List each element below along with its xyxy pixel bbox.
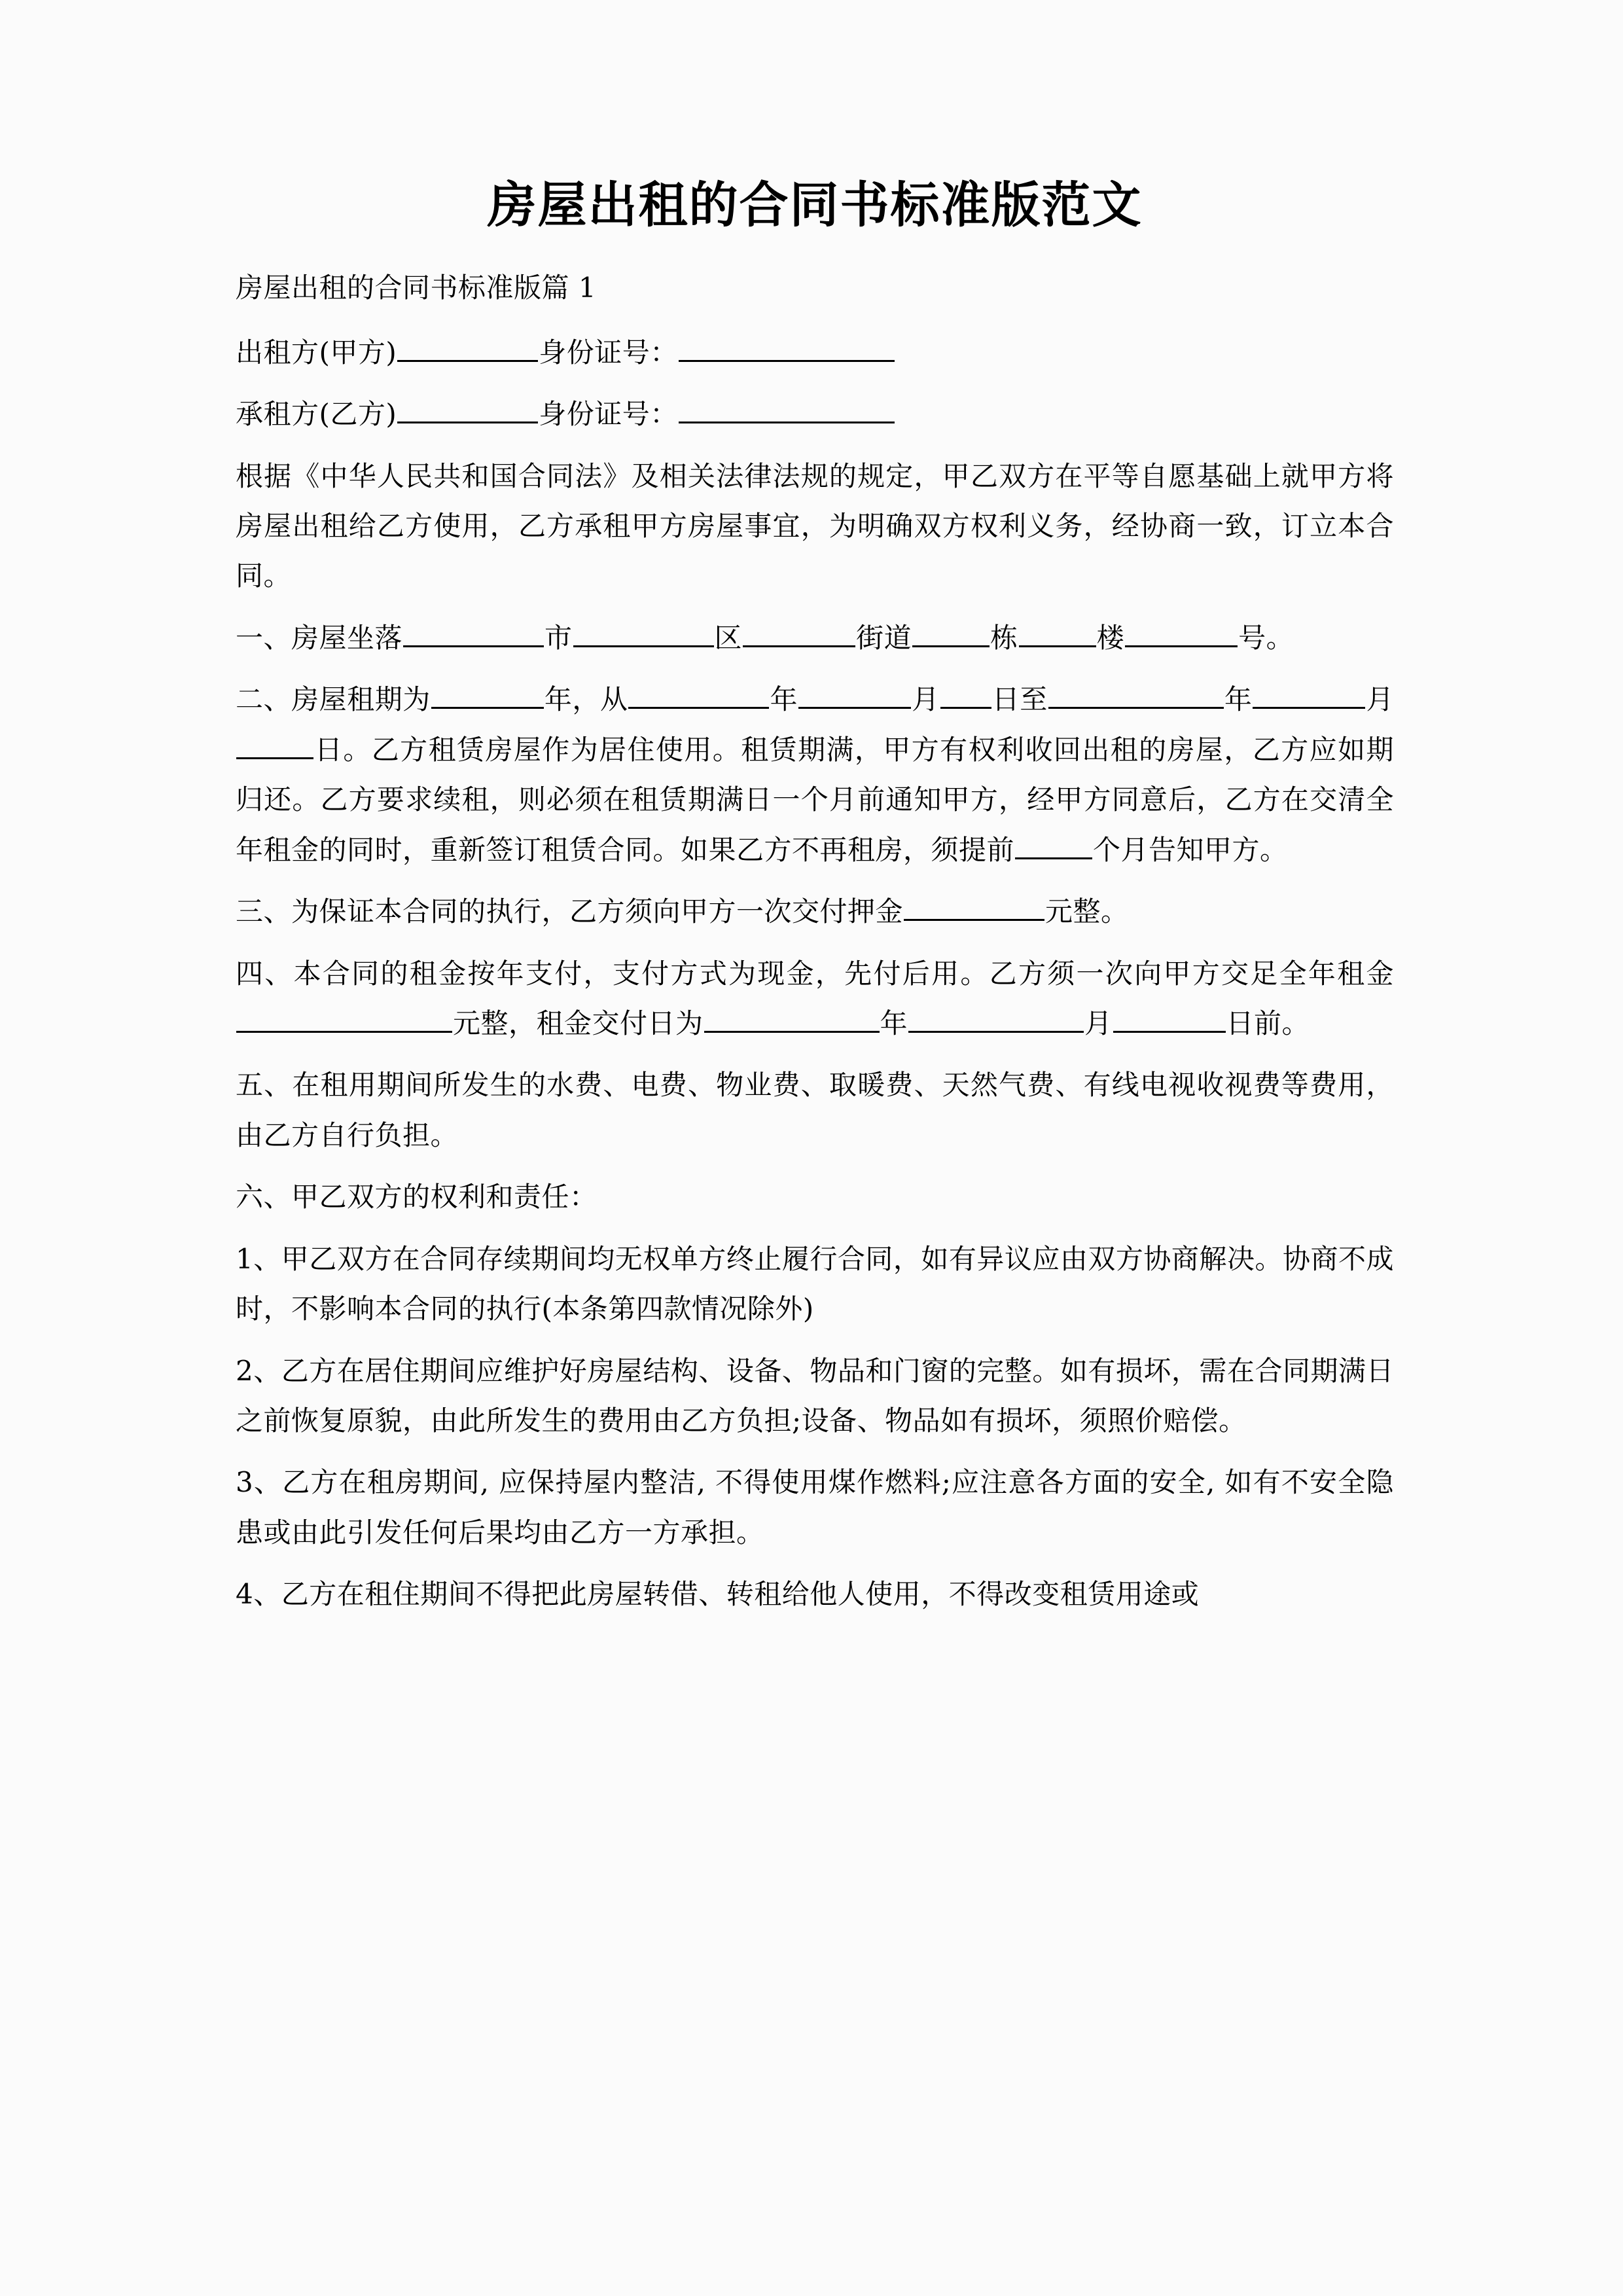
- lessee-id-blank[interactable]: [679, 393, 895, 423]
- subclause-4-text: 乙方在租住期间不得把此房屋转借、转租给他人使用，不得改变租赁用途或: [281, 1578, 1200, 1611]
- clause-five-number: 五、: [236, 1069, 293, 1102]
- clause-one-seg6: 楼: [1096, 621, 1125, 654]
- clause-one: [236, 613, 1394, 663]
- lessor-line: [236, 328, 1394, 378]
- lessee-label: 承租方(乙方): [236, 398, 397, 431]
- clause-six-number: 六、: [236, 1181, 292, 1213]
- clause-one-room-blank[interactable]: [1125, 617, 1238, 647]
- clause-four-pay-year-blank[interactable]: [704, 1002, 880, 1033]
- clause-three-deposit-blank[interactable]: [904, 890, 1044, 921]
- clause-two-seg5: 日至: [991, 683, 1048, 716]
- lessor-id-blank[interactable]: [679, 331, 895, 362]
- page-title: 房屋出租的合同书标准版范文: [487, 176, 1143, 234]
- subclause-4: [236, 1570, 1394, 1619]
- clause-two-start-year-blank[interactable]: [628, 678, 769, 709]
- clause-two-term-blank[interactable]: [431, 678, 544, 709]
- lessor-name-blank[interactable]: [397, 331, 538, 362]
- clause-four-annual-rent-blank[interactable]: [236, 1002, 452, 1033]
- clause-four-pay-month-blank[interactable]: [908, 1002, 1084, 1033]
- lessee-name-blank[interactable]: [397, 393, 538, 423]
- clause-one-seg3: 区: [714, 621, 743, 654]
- clause-one-district-blank[interactable]: [573, 617, 714, 647]
- preamble-paragraph: 根据《中华人民共和国合同法》及相关法律法规的规定，甲乙双方在平等自愿基础上就甲方将房屋出租给乙方使用，乙方承租甲方房屋事宜，为明确双方权利义务，经协商一致，订立本合同。: [236, 459, 1394, 592]
- lessee-id-label: 身份证号：: [539, 398, 678, 431]
- subclause-2-number: 2、: [236, 1354, 281, 1387]
- clause-one-seg2: 市: [544, 621, 573, 654]
- document-content: [236, 177, 1394, 1632]
- clause-three-seg2: 元整。: [1045, 895, 1129, 928]
- clause-one-seg5: 栋: [990, 621, 1018, 654]
- clause-four-seg2: 元整，租金交付日为: [453, 1007, 704, 1039]
- clause-four-seg1: 本合同的租金按年支付，支付方式为现金，先付后用。乙方须一次向甲方交足全年租金: [293, 957, 1394, 990]
- clause-two-end-year-blank[interactable]: [1048, 678, 1224, 709]
- clause-five-text: 在租用期间所发生的水费、电费、物业费、取暖费、天然气费、有线电视收视费等费用，由乙方自行负担。: [236, 1069, 1394, 1151]
- clause-six: [236, 1172, 1394, 1222]
- subclause-1: [236, 1234, 1394, 1335]
- clause-four-seg5: 日前。: [1226, 1007, 1310, 1039]
- clause-four-pay-day-blank[interactable]: [1113, 1002, 1226, 1033]
- clause-two-end-month-blank[interactable]: [1253, 678, 1365, 709]
- clause-three-seg1: 为保证本合同的执行，乙方须向甲方一次交付押金: [291, 895, 904, 928]
- clause-two-seg2: 年，从: [544, 683, 628, 716]
- document-subtitle: 房屋出租的合同书标准版篇 1: [236, 272, 597, 304]
- clause-two: [236, 675, 1394, 875]
- clause-one-seg4: 街道: [856, 621, 912, 654]
- clause-four-seg4: 月: [1084, 1007, 1113, 1039]
- clause-two-end-day-blank[interactable]: [236, 728, 313, 759]
- subclause-1-number: 1、: [236, 1242, 281, 1275]
- clause-four-seg3: 年: [880, 1007, 908, 1039]
- clause-four-number: 四、: [236, 957, 294, 990]
- clause-two-seg1: 房屋租期为: [291, 683, 431, 716]
- clause-two-start-day-blank[interactable]: [940, 678, 991, 709]
- subclause-3: [236, 1458, 1394, 1558]
- clause-two-seg4: 月: [912, 683, 940, 716]
- subclause-3-number: 3、: [236, 1466, 283, 1499]
- subclause-4-number: 4、: [236, 1578, 281, 1611]
- clause-two-seg9: 个月告知甲方。: [1093, 833, 1288, 866]
- clause-two-seg3: 年: [770, 683, 798, 716]
- clause-one-number: 一、: [236, 621, 292, 654]
- clause-six-text: 甲乙双方的权利和责任：: [291, 1181, 597, 1213]
- clause-two-start-month-blank[interactable]: [798, 678, 911, 709]
- clause-one-city-blank[interactable]: [403, 617, 544, 647]
- subclause-2: [236, 1346, 1394, 1446]
- clause-one-building-blank[interactable]: [912, 617, 990, 647]
- clause-two-seg7: 月: [1366, 683, 1394, 716]
- subclause-3-text: 乙方在租房期间, 应保持屋内整洁, 不得使用煤作燃料;应注意各方面的安全, 如有不安全隐患或由此引发任何后果均由乙方一方承担。: [236, 1466, 1394, 1549]
- clause-one-seg7: 号。: [1238, 621, 1294, 654]
- clause-one-seg1: 房屋坐落: [291, 621, 403, 654]
- clause-two-seg8: 日。乙方租赁房屋作为居住使用。租赁期满，甲方有权利收回出租的房屋，乙方应如期归还。乙方要求续租，则必须在租赁期满日一个月前通知甲方，经甲方同意后，乙方在交清全年租金的同时，重新签订租赁合同。如果乙方不再租房，须提前: [236, 733, 1394, 866]
- subclause-1-text: 甲乙双方在合同存续期间均无权单方终止履行合同，如有异议应由双方协商解决。协商不成时，不影响本合同的执行(本条第四款情况除外): [236, 1242, 1394, 1325]
- clause-three-number: 三、: [236, 895, 292, 928]
- clause-two-notice-months-blank[interactable]: [1015, 829, 1092, 859]
- clause-two-number: 二、: [236, 683, 292, 716]
- clause-two-seg6: 年: [1224, 683, 1253, 716]
- lessor-id-label: 身份证号：: [539, 336, 678, 368]
- clause-three: [236, 887, 1394, 937]
- lessor-label: 出租方(甲方): [236, 336, 397, 368]
- lessee-line: [236, 389, 1394, 439]
- clause-one-floor-blank[interactable]: [1019, 617, 1096, 647]
- clause-four: [236, 949, 1394, 1049]
- clause-five: [236, 1060, 1394, 1160]
- clause-one-street-blank[interactable]: [743, 617, 855, 647]
- subclause-2-text: 乙方在居住期间应维护好房屋结构、设备、物品和门窗的完整。如有损坏，需在合同期满日之前恢复原貌，由此所发生的费用由乙方负担;设备、物品如有损坏，须照价赔偿。: [236, 1354, 1394, 1437]
